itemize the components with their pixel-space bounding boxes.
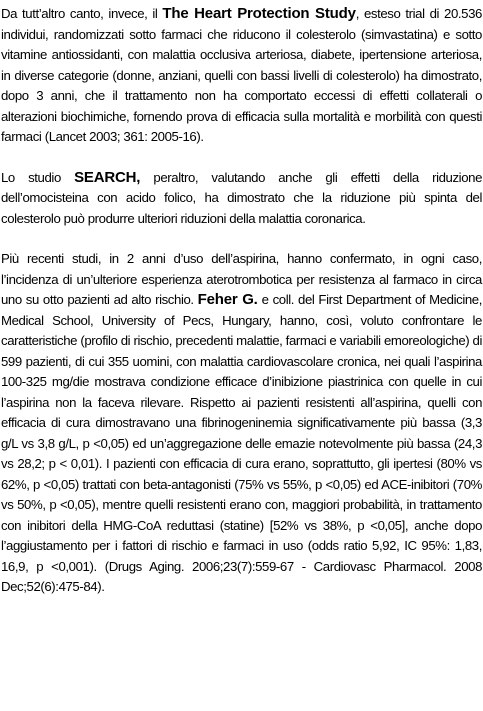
text-segment: Da tutt’altro canto, invece, il [1, 6, 163, 21]
text-segment: , esteso trial di 20.536 individui, randomizzati sotto farmaci che riducono il colesterolo (simvastatina) e sotto vitamine antiossidanti, con malattia occlusiva arteriosa, diabete, ipertensione arteriosa, in diverse categorie (donne, anziani, quelli con bassi livelli di colesterolo) ha dimostrato, dopo 3 anni, che il trattamento non ha comportato eccessi di effetti collaterali o alterazioni biochimiche, fornendo prova di efficacia sulla mortalità e morbilità con questi farmaci (Lancet 2003; 361: 2005-16). [1, 6, 482, 144]
text-segment: Più recenti studi, in 2 anni d’uso dell’aspirina, hanno confermato, in ogni caso, l’incidenza di un’ulteriore esperienza aterotrombotica per resistenza al farmaco in circa uno su otto pazienti ad alto rischio. [1, 251, 482, 307]
paragraph-aspirin-resistance [1, 249, 482, 598]
text-segment: peraltro, valutando anche gli effetti della riduzione dell’omocisteina con acido folico, ha dimostrato che la riduzione più spinta del colesterolo può produrre ulteriori riduzioni della malattia coronarica. [1, 169, 483, 226]
study-name-search: SEARCH, [74, 168, 141, 186]
author-name-feher: Feher G. [197, 291, 258, 308]
text-segment: e coll. del First Department of Medicine, Medical School, University of Pecs, Hungary, hanno, così, voluto confrontare le caratteristiche (profilo di rischio, precedenti malattie, farmaci e variabili emoreologiche) di 599 pazienti, di cui 355 uomini, con malattia cardiovascolare cronica, nei quali l’aspirina 100-325 mg/die mostrava condizione efficace d’inibizione piastrinica con quelle in cui l’aspirina non la faceva rilevare. Rispetto ai pazienti resistenti all’aspirina, quelli con efficacia di cura dimostravano una fibrinogeninemia significativamente più bassa (3,3 g/L vs 3,8 g/L, p <0,05) ed un’aggregazione delle emazie notevolmente più bassa (24,3 vs 28,2; p < 0,01). I pazienti con efficacia di cura erano, soprattutto, gli ipertesi (80% vs 62%, p <0,05) trattati con beta-antagonisti (75% vs 55%, p <0,05) ed ACE-inibitori (70% vs 50%, p <0,05), mentre quelli resistenti erano con, maggiori probabilità, in trattamento con inibitori della HMG-CoA reduttasi (statine) [52% vs 38%, p <0,05], anche dopo l’aggiustamento per i fattori di rischio e farmaci in uso (odds ratio 5,92, IC 95%: 1,83, 16,9, p <0,001). (Drugs Aging. 2006;23(7):559-67 - Cardiovasc Pharmacol. 2008 Dec;52(6):475-84). [1, 292, 482, 594]
text-segment: Lo studio [1, 169, 75, 185]
study-name-heart-protection: The Heart Protection Study [162, 5, 356, 22]
paragraph-heart-protection-study [1, 4, 482, 148]
paragraph-search-study [1, 168, 482, 230]
